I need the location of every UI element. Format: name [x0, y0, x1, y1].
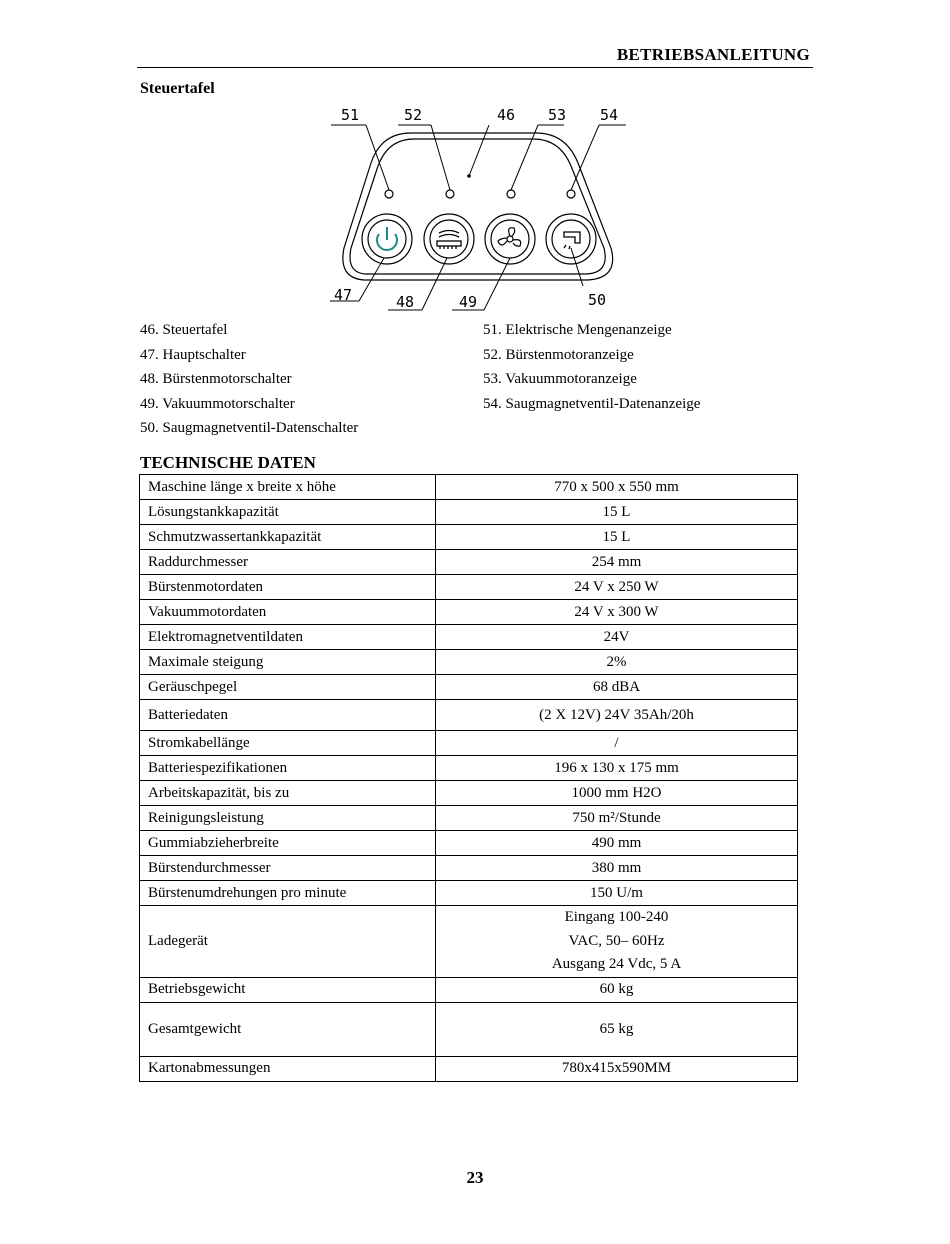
- callout-50: 50: [588, 291, 607, 309]
- callout-53: 53: [548, 106, 567, 124]
- spec-name: Maschine länge x breite x höhe: [140, 475, 436, 500]
- indicator-53: [507, 190, 515, 198]
- header-title: BETRIEBSANLEITUNG: [616, 45, 810, 64]
- spec-value: 780x415x590MM: [436, 1056, 798, 1081]
- spec-name: Ladegerät: [140, 906, 436, 978]
- spec-value: 490 mm: [436, 831, 798, 856]
- table-row: [140, 700, 798, 731]
- table-row: [140, 781, 798, 806]
- table-row: [140, 731, 798, 756]
- header-rule: [137, 67, 813, 68]
- spec-value: 1000 mm H2O: [436, 781, 798, 806]
- panel-outline-inner: [350, 139, 605, 274]
- spec-name: Lösungstankkapazität: [140, 500, 436, 525]
- spec-value: 15 L: [436, 500, 798, 525]
- section-title: Steuertafel: [140, 80, 215, 97]
- spec-name: Geräuschpegel: [140, 675, 436, 700]
- legend-right: [483, 318, 700, 416]
- legend-item: 48. Bürstenmotorschalter: [140, 371, 292, 388]
- table-row: [140, 500, 798, 525]
- fan-icon: [498, 228, 521, 247]
- spec-value: 2%: [436, 650, 798, 675]
- table-row: [140, 756, 798, 781]
- spec-value-line: Ausgang 24 Vdc, 5 A: [551, 956, 682, 972]
- spec-name: Gesamtgewicht: [140, 1002, 436, 1056]
- spec-name: Elektromagnetventildaten: [140, 625, 436, 650]
- spec-value: 24V: [436, 625, 798, 650]
- spec-value: 65 kg: [436, 1002, 798, 1056]
- table-row: [140, 600, 798, 625]
- table-row: [140, 475, 798, 500]
- indicator-52: [446, 190, 454, 198]
- button-48-inner: [430, 220, 468, 258]
- spec-value: 150 U/m: [436, 881, 798, 906]
- spec-name: Betriebsgewicht: [140, 977, 436, 1002]
- spec-value-line: Eingang 100-240: [564, 909, 669, 925]
- table-row: [140, 977, 798, 1002]
- spec-name: Schmutzwassertankkapazität: [140, 525, 436, 550]
- spec-value: 254 mm: [436, 550, 798, 575]
- button-50-outer: [546, 214, 596, 264]
- spec-name: Bürstenumdrehungen pro minute: [140, 881, 436, 906]
- callout-47: 47: [334, 286, 353, 304]
- table-row: [140, 1002, 798, 1056]
- legend-item: 46. Steuertafel: [140, 322, 228, 338]
- legend-item: 53. Vakuummotoranzeige: [483, 371, 637, 388]
- table-row: [140, 550, 798, 575]
- spec-value-line: VAC, 50– 60Hz: [568, 932, 665, 949]
- spec-name: Vakuummotordaten: [140, 600, 436, 625]
- legend-item: 51. Elektrische Mengenanzeige: [483, 322, 672, 338]
- spec-name: Gummiabzieherbreite: [140, 831, 436, 856]
- spec-name: Bürstendurchmesser: [140, 856, 436, 881]
- table-row: [140, 806, 798, 831]
- control-panel-diagram: [326, 98, 626, 313]
- table-row: [140, 625, 798, 650]
- spec-table: [139, 474, 798, 1082]
- spec-value: /: [436, 731, 798, 756]
- spec-value: 15 L: [436, 525, 798, 550]
- callout-54: 54: [600, 106, 619, 124]
- indicator-51: [385, 190, 393, 198]
- button-49-inner: [491, 220, 529, 258]
- valve-icon: [564, 232, 580, 249]
- spec-name: Bürstenmotordaten: [140, 575, 436, 600]
- table-row: [140, 831, 798, 856]
- indicator-54: [567, 190, 575, 198]
- table-row: [140, 906, 798, 978]
- button-48-outer: [424, 214, 474, 264]
- spec-name: Batteriedaten: [140, 700, 436, 731]
- legend-item: 47. Hauptschalter: [140, 346, 246, 363]
- spec-value: 770 x 500 x 550 mm: [436, 475, 798, 500]
- table-row: [140, 881, 798, 906]
- button-50-inner: [552, 220, 590, 258]
- callout-46: 46: [497, 106, 516, 124]
- spec-value: 60 kg: [436, 977, 798, 1002]
- callout-51: 51: [341, 106, 360, 124]
- spec-name: Raddurchmesser: [140, 550, 436, 575]
- legend-item: 49. Vakuummotorschalter: [140, 395, 295, 412]
- spec-name: Batteriespezifikationen: [140, 756, 436, 781]
- legend-item: 52. Bürstenmotoranzeige: [483, 346, 634, 363]
- spec-value: 750 m²/Stunde: [436, 806, 798, 831]
- legend-item: 54. Saugmagnetventil-Datenanzeige: [483, 395, 701, 412]
- table-row: [140, 675, 798, 700]
- spec-value: 68 dBA: [436, 675, 798, 700]
- legend-item: 50. Saugmagnetventil-Datenschalter: [140, 420, 359, 437]
- power-icon: [377, 227, 397, 250]
- spec-name: Arbeitskapazität, bis zu: [140, 781, 436, 806]
- button-49-outer: [485, 214, 535, 264]
- table-row: [140, 575, 798, 600]
- table-row: [140, 650, 798, 675]
- table-row: [140, 525, 798, 550]
- callout-48: 48: [396, 293, 415, 311]
- spec-value: 24 V x 250 W: [436, 575, 798, 600]
- callout-49: 49: [459, 293, 478, 311]
- spec-value-multiline: [436, 906, 798, 978]
- callout-52: 52: [404, 106, 423, 124]
- legend-left: [140, 318, 358, 441]
- page-number: 23: [466, 1168, 484, 1187]
- brush-icon: [437, 231, 461, 250]
- spec-value: (2 X 12V) 24V 35Ah/20h: [436, 700, 798, 731]
- spec-name: Stromkabellänge: [140, 731, 436, 756]
- spec-value: 380 mm: [436, 856, 798, 881]
- table-row: [140, 856, 798, 881]
- spec-value: 196 x 130 x 175 mm: [436, 756, 798, 781]
- table-row: [140, 1056, 798, 1081]
- spec-value: 24 V x 300 W: [436, 600, 798, 625]
- spec-name: Kartonabmessungen: [140, 1056, 436, 1081]
- tech-data-title: TECHNISCHE DATEN: [140, 453, 316, 472]
- spec-name: Maximale steigung: [140, 650, 436, 675]
- spec-name: Reinigungsleistung: [140, 806, 436, 831]
